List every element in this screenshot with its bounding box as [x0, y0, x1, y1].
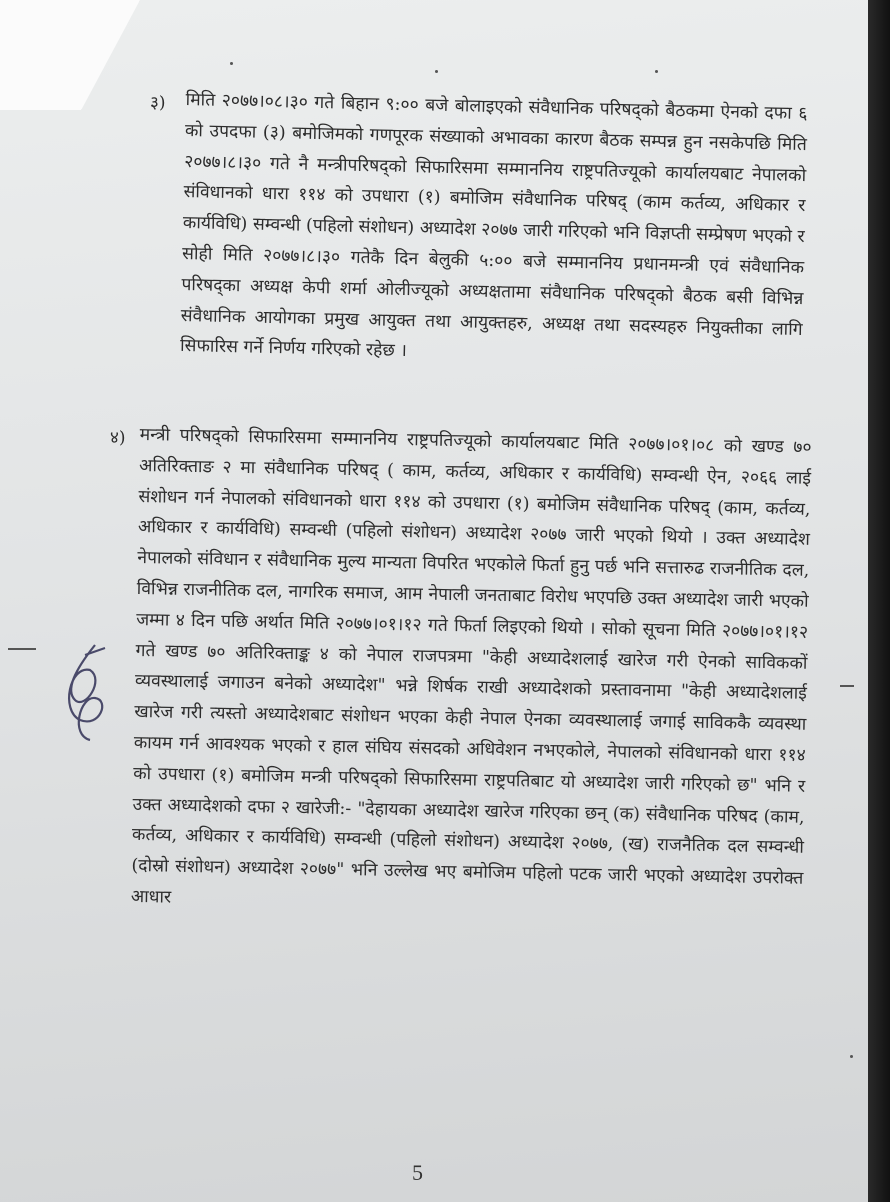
- page-speck: [435, 70, 438, 73]
- page-speck: [850, 1055, 853, 1058]
- handwritten-signature: [55, 640, 125, 750]
- page-speck: [230, 62, 233, 65]
- paragraph-4-text: मन्त्री परिषद्को सिफारिसमा सम्माननिय राष्ट्रपतिज्यूको कार्यालयबाट मिति २०७७।०१।०८ को खण्ड ७० अतिरिक्ताङ २ मा संवैधानिक परिषद् ( काम, कर्तव्य, अधिकार र कार्यविधि) सम्वन्धी ऐन, २०६६ लाई संशोधन गर्न नेपालको संविधानको धारा ११४ को उपधारा (१) बमोजिम संवैधानिक परिषद् (काम, कर्तव्य, अधिकार र कार्यविधि) सम्वन्धी (पहिलो संशोधन) अध्यादेश २०७७ जारी भएको थियो । उक्त अध्यादेश नेपालको संविधान र संवैधानिक मुल्य मान्यता विपरित भएकोले फिर्ता हुनु पर्छ भनि सत्तारुढ राजनीतिक दल, विभिन्न राजनीतिक दल, नागरिक समाज, आम नेपाली जनताबाट विरोध भएपछि उक्त अध्यादेश जारी भएको जम्मा ४ दिन पछि अर्थात मिति २०७७।०१।१२ गते फिर्ता लिइएको थियो । सोको सूचना मिति २०७७।०१।१२ गते खण्ड ७० अतिरिक्ताङ्क ४ को नेपाल राजपत्रमा "केही अध्यादेशलाई खारेज गरी ऐनको साविककों व्यवस्थालाई जगाउन बनेको अध्यादेश" भन्ने शिर्षक राखी अध्यादेशको प्रस्तावनामा "केही अध्यादेशलाई खारेज गरी त्यस्तो अध्यादेशबाट संशोधन भएका केही नेपाल ऐनका व्यवस्थालाई जगाई साविककै व्यवस्था कायम गर्न आवश्यक भएको र हाल संघिय संसदको अधिवेशन नभएकोले, नेपालको संविधानको धारा ११४ को उपधारा (१) बमोजिम मन्त्री परिषद्को सिफारिसमा राष्ट्रपतिबाट यो अध्यादेश जारी गरिएको छ" भनि र उक्त अध्यादेशको दफा २ खारेजी:- "देहायका अध्यादेश खारेज गरिएका छन् (क) संवैधानिक परिषद (काम, कर्तव्य, अधिकार र कार्यविधि) सम्वन्धी (पहिलो संशोधन) अध्यादेश २०७७, (ख) राजनैतिक दल सम्वन्धी (दोस्रो संशोधन) अध्यादेश २०७७" भनि उल्लेख भए बमोजिम पहिलो पटक जारी भएको अध्यादेश उपरोक्त आधार: [130, 424, 812, 908]
- paragraph-3-text: मिति २०७७।०८।३० गते बिहान ९:०० बजे बोलाइएको संवैधानिक परिषद्को बैठकमा ऐनको दफा ६ को उपदफा (३) बमोजिमको गणपूरक संख्याको अभावका कारण बैठक सम्पन्न हुन नसकेपछि मिति २०७७।८।३० गते नै मन्त्रीपरिषद्को सिफारिसमा सम्माननिय राष्ट्रपतिज्यूको कार्यालयबाट नेपालको संविधानको धारा ११४ को उपधारा (१) बमोजिम संवैधानिक परिषद् (काम कर्तव्य, अधिकार र कार्यविधि) सम्वन्धी (पहिलो संशोधन) अध्यादेश २०७७ जारी गरिएको भनि विज्ञप्ती सम्प्रेषण भएको र सोही मिति २०७७।८।३० गतेकै दिन बेलुकी ५:०० बजे सम्माननिय प्रधानमन्त्री एवं संवैधानिक परिषद्का अध्यक्ष केपी शर्मा ओलीज्यूको अध्यक्षतामा संवैधानिक परिषद्को बैठक बसी विभिन्न संवैधानिक आयोगका प्रमुख आयुक्त तथा आयुक्तहरु, अध्यक्ष तथा सदस्यहरु नियुक्तीका लागि सिफारिस गर्ने निर्णय गरिएको रहेछ ।: [179, 89, 808, 362]
- paragraph-3-number: ३): [150, 93, 166, 113]
- page-speck: [655, 70, 658, 73]
- background-edge: [868, 0, 890, 1202]
- page-number: 5: [412, 1160, 423, 1185]
- margin-mark: [8, 648, 36, 650]
- paragraph-4-number: ४): [110, 428, 126, 448]
- folded-corner: [0, 0, 140, 110]
- margin-mark: [840, 685, 854, 687]
